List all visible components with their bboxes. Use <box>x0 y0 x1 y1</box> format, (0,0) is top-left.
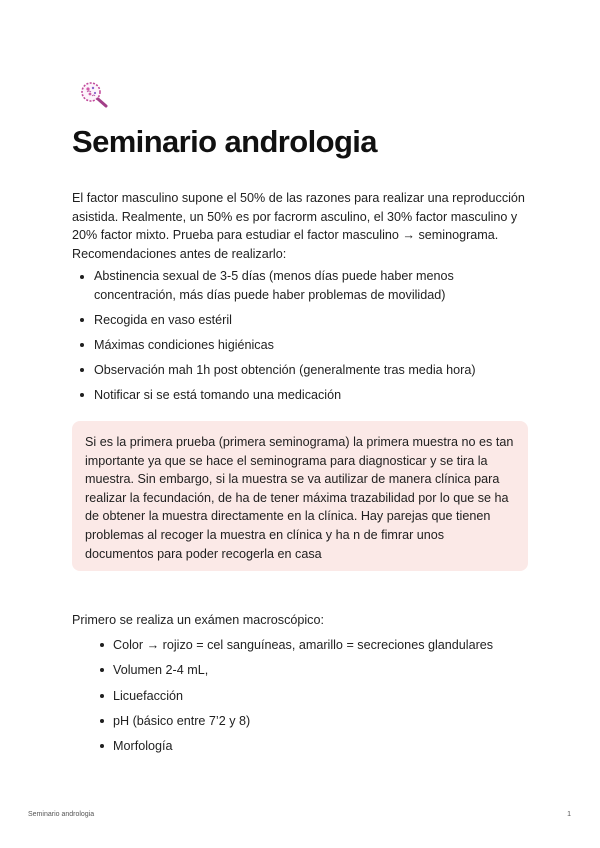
list-item: Color → rojizo = cel sanguíneas, amarillo = secreciones glandulares <box>95 636 535 654</box>
list-item: pH (básico entre 7’2 y 8) <box>95 712 535 730</box>
list-item: Abstinencia sexual de 3-5 días (menos días puede haber menos concentración, más días puede haber problemas de movilidad) <box>72 267 532 304</box>
recommendations-list <box>72 267 532 411</box>
list-item: Máximas condiciones higiénicas <box>72 336 532 355</box>
list-item: Volumen 2-4 mL, <box>95 661 535 679</box>
list-item: Licuefacción <box>95 687 535 705</box>
macro-list <box>95 636 535 762</box>
page-number: 1 <box>567 811 571 818</box>
magnifier-cells-icon <box>78 80 110 108</box>
macro-intro: Primero se realiza un exámen macroscópico: <box>72 613 324 627</box>
footer-title: Seminario andrologia <box>28 811 95 818</box>
list-item: Notificar si se está tomando una medicación <box>72 386 532 405</box>
list-item: Observación mah 1h post obtención (generalmente tras media hora) <box>72 361 532 380</box>
intro-paragraph: El factor masculino supone el 50% de las razones para realizar una reproducción asistida. Realmente, un 50% es por facrorm asculino, el 30% factor masculino y 20% factor mixto. Prueba para estudiar el factor masculino → seminograma. Recomendaciones antes de realizarlo: <box>72 191 525 261</box>
page-title: Seminario andrologia <box>72 124 377 159</box>
callout-text: Si es la primera prueba (primera seminograma) la primera muestra no es tan importante ya que se hace el seminograma para diagnosticar y se tira la muestra. Sin embargo, si la muestra se va autilizar de manera clínica para realizar la fecundación, de ha de tener máxima trazabilidad por lo que se ha de obtener la muestra directamente en la clínica. Hay parejas que tienen problemas al recoger la muestra en clínica y ha n de fimrar unos documentos para poder recogerla en casa <box>85 435 514 561</box>
list-item: Recogida en vaso estéril <box>72 311 532 330</box>
callout-box <box>72 421 528 571</box>
list-item: Morfología <box>95 737 535 755</box>
